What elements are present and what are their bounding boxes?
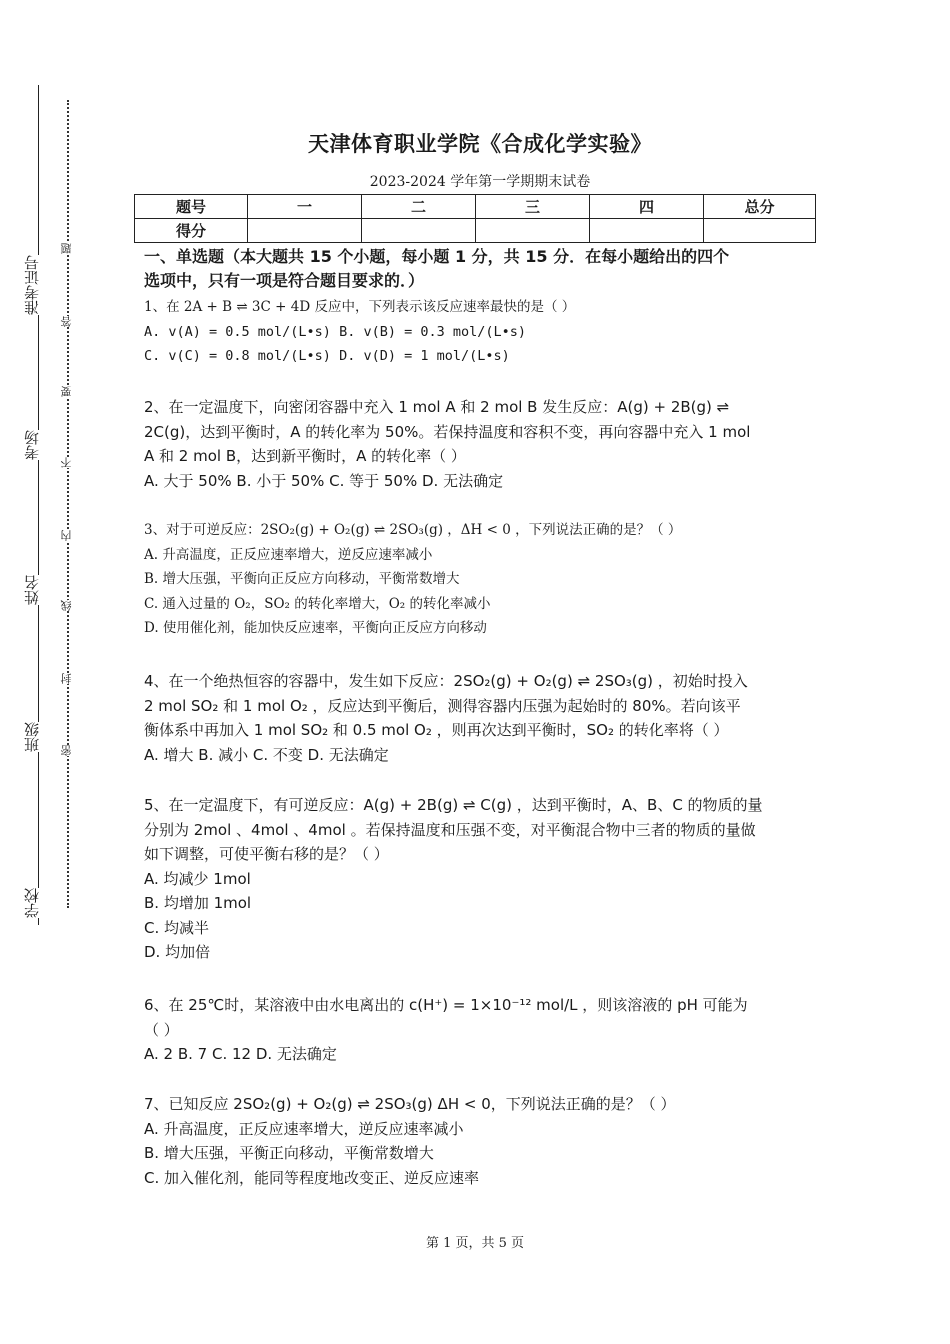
score-header-cell: 三 — [476, 195, 590, 219]
option-line: C. v(C) = 0.8 mol/(L•s) D. v(D) = 1 mol/(L•s) — [144, 348, 510, 364]
score-header-cell: 题号 — [135, 195, 248, 219]
seal-char: 答 — [60, 316, 73, 327]
option-line: A. 均减少 1mol — [144, 869, 251, 888]
question-5 — [144, 793, 816, 965]
question-stem: 3、对于可逆反应：2SO₂(g) + O₂(g) ⇌ 2SO₃(g) ，ΔH < 0 ，下列说法正确的是？（ ） — [144, 522, 682, 538]
label-exam-room: 考场 — [23, 430, 41, 460]
score-table — [134, 194, 816, 243]
question-2 — [144, 395, 816, 493]
label-exam-number: 准考证号 — [23, 255, 41, 315]
question-stem: 衡体系中再加入 1 mol SO₂ 和 0.5 mol O₂ ，则再次达到平衡时，SO₂ 的转化率将（ ） — [144, 721, 729, 739]
section-heading — [144, 245, 816, 293]
question-stem: 6、在 25℃时，某溶液中由水电离出的 c(H⁺) = 1×10⁻¹² mol/L ，则该溶液的 pH 可能为 — [144, 996, 748, 1014]
option-line: A. 大于 50% B. 小于 50% C. 等于 50% D. 无法确定 — [144, 471, 504, 490]
question-stem: 5、在一定温度下，有可逆反应：A(g) + 2B(g) ⇌ C(g) ，达到平衡时，A、B、C 的物质的量 — [144, 796, 763, 814]
score-cell[interactable] — [590, 219, 704, 243]
score-cell[interactable] — [476, 219, 590, 243]
question-1 — [144, 295, 816, 369]
binding-margin — [0, 0, 110, 1344]
exam-subtitle: 2023-2024 学年第一学期期末试卷 — [369, 174, 591, 190]
label-name: 姓名 — [23, 575, 41, 605]
seal-char: 线 — [60, 600, 73, 611]
option-line: B. 增大压强，平衡正向移动，平衡常数增大 — [144, 1144, 434, 1162]
score-header-cell: 四 — [590, 195, 704, 219]
section-heading-line: 选项中，只有一项是符合题目要求的．） — [144, 271, 425, 290]
section-heading-line: 一、单选题（本大题共 15 个小题，每小题 1 分，共 15 分．在每小题给出的四个 — [144, 247, 730, 266]
score-header-row — [135, 195, 816, 219]
score-cell[interactable] — [362, 219, 476, 243]
option-line: A. v(A) = 0.5 mol/(L•s) B. v(B) = 0.3 mol/(L•s) — [144, 323, 527, 340]
question-stem: 如下调整，可使平衡右移的是？（ ） — [144, 845, 389, 863]
question-stem: 4、在一个绝热恒容的容器中，发生如下反应：2SO₂(g) + O₂(g) ⇌ 2SO₃(g) ，初始时投入 — [144, 672, 748, 690]
question-stem: 2、在一定温度下，向密闭容器中充入 1 mol A 和 2 mol B 发生反应：A(g) + 2B(g) ⇌ — [144, 398, 730, 416]
score-row-label: 得分 — [135, 219, 248, 243]
option-line: B. 增大压强，平衡向正反应方向移动，平衡常数增大 — [144, 571, 460, 587]
seal-char: 题 — [60, 243, 73, 254]
question-7 — [144, 1092, 816, 1190]
score-cell[interactable] — [704, 219, 816, 243]
score-value-row — [135, 219, 816, 243]
seal-char: 密 — [60, 745, 73, 756]
seal-char: 要 — [60, 386, 73, 397]
option-line: D. 均加倍 — [144, 943, 211, 961]
score-header-cell: 总分 — [704, 195, 816, 219]
question-6 — [144, 993, 816, 1067]
option-line: C. 通入过量的 O₂，SO₂ 的转化率增大，O₂ 的转化率减小 — [144, 595, 491, 612]
binding-solid-line — [38, 85, 39, 925]
label-class: 班级 — [23, 722, 41, 752]
question-stem: 1、在 2A + B ⇌ 3C + 4D 反应中，下列表示该反应速率最快的是（ ） — [144, 299, 576, 315]
option-line: A. 增大 B. 减小 C. 不变 D. 无法确定 — [144, 745, 389, 764]
seal-char: 封 — [60, 673, 73, 684]
question-stem: （ ） — [144, 1020, 179, 1039]
option-line: A. 升高温度，正反应速率增大，逆反应速率减小 — [144, 546, 433, 563]
question-stem: 2C(g)，达到平衡时，A 的转化率为 50%。若保持温度和容积不变，再向容器中充入 1 mol — [144, 422, 751, 441]
option-line: C. 加入催化剂，能同等程度地改变正、逆反应速率 — [144, 1168, 480, 1187]
question-4 — [144, 669, 816, 767]
page-footer: 第 1 页，共 5 页 — [425, 1236, 525, 1251]
option-line: C. 均减半 — [144, 918, 210, 937]
question-stem: A 和 2 mol B，达到新平衡时，A 的转化率（ ） — [144, 447, 466, 465]
score-header-cell: 二 — [362, 195, 476, 219]
seal-char: 不 — [60, 457, 73, 468]
option-line: B. 均增加 1mol — [144, 894, 252, 912]
option-line: A. 升高温度，正反应速率增大，逆反应速率减小 — [144, 1119, 464, 1138]
score-header-cell: 一 — [248, 195, 362, 219]
binding-dotted-line — [67, 100, 69, 908]
score-cell[interactable] — [248, 219, 362, 243]
option-line: A. 2 B. 7 C. 12 D. 无法确定 — [144, 1045, 337, 1063]
question-stem: 分别为 2mol 、4mol 、4mol 。若保持温度和压强不变，对平衡混合物中三者的物质的量做 — [144, 820, 756, 839]
question-stem: 2 mol SO₂ 和 1 mol O₂ ，反应达到平衡后，测得容器内压强为起始时的 80%。若向该平 — [144, 696, 741, 715]
exam-title: 天津体育职业学院《合成化学实验》 — [308, 132, 652, 156]
question-3 — [144, 518, 816, 641]
option-line: D. 使用催化剂，能加快反应速率，平衡向正反应方向移动 — [144, 620, 487, 636]
label-school: 学校 — [23, 888, 41, 918]
seal-char: 内 — [60, 530, 73, 541]
question-stem: 7、已知反应 2SO₂(g) + O₂(g) ⇌ 2SO₃(g) ΔH < 0，下列说法正确的是？（ ） — [144, 1095, 676, 1113]
